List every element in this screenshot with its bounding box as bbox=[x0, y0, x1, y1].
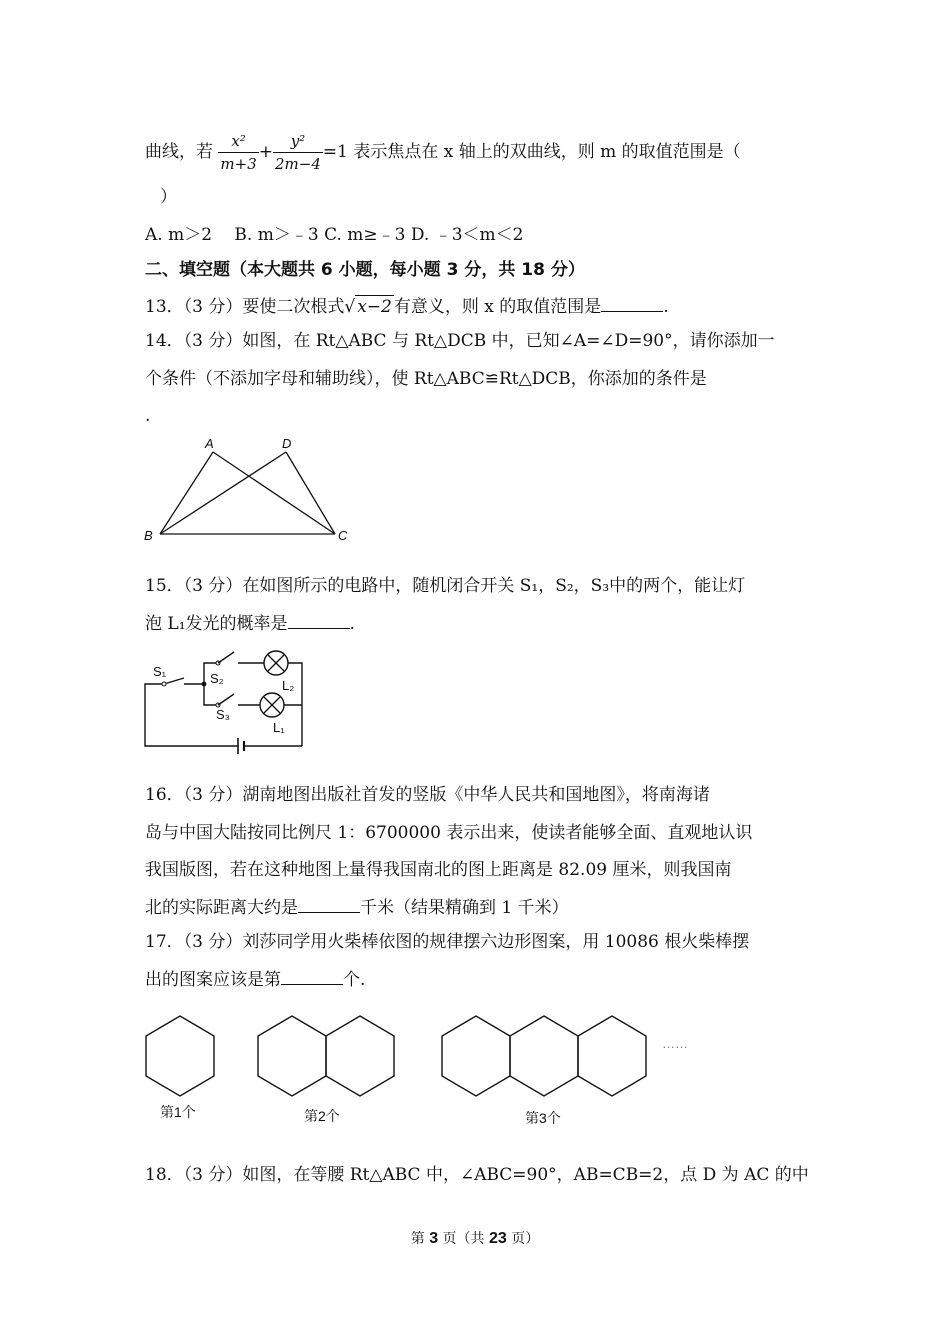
hexagon-pattern-2 bbox=[252, 1010, 402, 1100]
q12-options: A. m＞2 B. m＞﹣3 C. m≥﹣3 D. ﹣3＜m＜2 bbox=[145, 225, 524, 245]
segment-BD bbox=[160, 452, 286, 534]
q14-line3: . bbox=[145, 406, 151, 426]
label-A: A bbox=[205, 436, 214, 451]
radicand: x−2 bbox=[357, 297, 392, 317]
fraction-1: $\frac{\text{x²}}{m+3}$ bbox=[220, 132, 257, 173]
circuit-diagram bbox=[140, 640, 320, 755]
caption-1: 第1个 bbox=[160, 1104, 196, 1120]
label-S3: S₃ bbox=[216, 707, 230, 722]
answer-blank-16[interactable] bbox=[298, 896, 360, 913]
fraction-2: $\frac{\text{y²}}{2m-4}$ bbox=[275, 132, 321, 173]
segment-AC bbox=[213, 452, 335, 534]
ellipsis: …… bbox=[662, 1036, 688, 1051]
answer-blank-13[interactable] bbox=[601, 295, 663, 312]
page-footer: 第 3 页（共 23 页） bbox=[410, 1230, 540, 1247]
label-D: D bbox=[282, 436, 292, 451]
q13-line: 13．（3 分）要使二次根式√ x−2 有意义，则 x 的取值范围是 . bbox=[145, 297, 669, 317]
hexagon-pattern-3 bbox=[436, 1010, 656, 1100]
q15-line2: 泡 L₁发光的概率是 . bbox=[145, 614, 355, 634]
label-S1: S₁ bbox=[153, 664, 167, 679]
triangle-figure bbox=[140, 432, 360, 547]
q16-line4: 北的实际距离大约是 千米（结果精确到 1 千米） bbox=[145, 898, 569, 918]
q16-line1: 16．（3 分）湖南地图出版社首发的竖版《中华人民共和国地图》，将南海诸 bbox=[145, 785, 710, 805]
segment-DC bbox=[286, 452, 335, 534]
hexagon-pattern-1 bbox=[140, 1010, 220, 1100]
q14-line1: 14．（3 分）如图，在 Rt△ABC 与 Rt△DCB 中，已知∠A=∠D=90°，请你添加一 bbox=[145, 331, 775, 351]
section-heading: 二、填空题（本大题共 6 小题，每小题 3 分，共 18 分） bbox=[145, 260, 585, 280]
answer-blank-15[interactable] bbox=[288, 612, 350, 629]
q17-line1: 17．（3 分）刘莎同学用火柴棒依图的规律摆六边形图案，用 10086 根火柴棒摆 bbox=[145, 932, 750, 952]
q16-line2: 岛与中国大陆按同比例尺 1：6700000 表示出来，使读者能够全面、直观地认识 bbox=[145, 823, 753, 843]
q12-line1: 曲线，若 $\frac{\text{x²}}{m+3}$ + $\frac{\text{y²}}{2m-4}$ =1 表示焦点在 x 轴上的双曲线，则 m 的取值范围是（ bbox=[145, 132, 741, 173]
caption-2: 第2个 bbox=[304, 1108, 340, 1124]
caption-3: 第3个 bbox=[525, 1110, 561, 1126]
q15-line1: 15．（3 分）在如图所示的电路中，随机闭合开关 S₁，S₂，S₃中的两个，能让灯 bbox=[145, 576, 746, 596]
q17-line2: 出的图案应该是第 个. bbox=[145, 970, 366, 990]
answer-blank-17[interactable] bbox=[281, 968, 343, 985]
segment-BA bbox=[160, 452, 213, 534]
label-L1: L₁ bbox=[273, 720, 285, 735]
label-B: B bbox=[144, 528, 153, 543]
label-C: C bbox=[338, 528, 348, 543]
label-S2: S₂ bbox=[210, 671, 224, 686]
q12-close-paren: ） bbox=[160, 187, 177, 207]
q14-line2: 个条件（不添加字母和辅助线），使 Rt△ABC≌Rt△DCB，你添加的条件是 bbox=[145, 369, 707, 389]
q18-line1: 18．（3 分）如图，在等腰 Rt△ABC 中，∠ABC=90°，AB=CB=2，点 D 为 AC 的中 bbox=[145, 1165, 809, 1185]
q16-line3: 我国版图，若在这种地图上量得我国南北的图上距离是 82.09 厘米，则我国南 bbox=[145, 860, 732, 880]
label-L2: L₂ bbox=[282, 678, 295, 693]
